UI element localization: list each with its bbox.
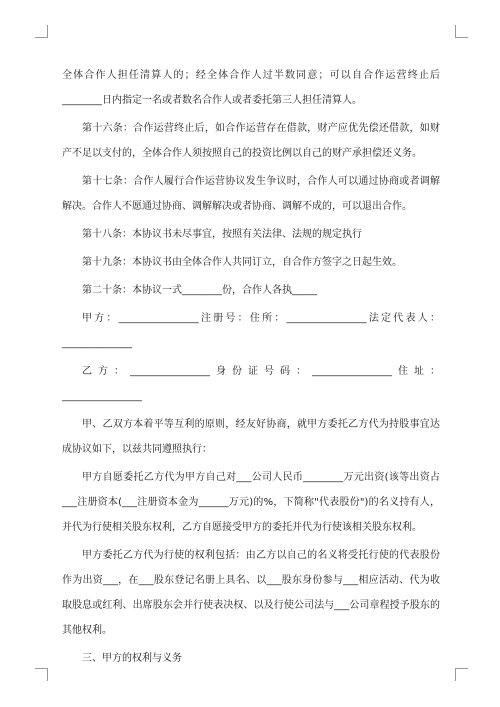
paragraph-clearance-continuation: 全体合作人担任清算人的；经全体合作人过半数同意；可以自合作运营终止后________日内指定一名或者数名合作人或者委托第三人担任清算人。 [62, 70, 440, 106]
paragraph-entrustment: 甲方自愿委托乙方代为甲方自己对___公司人民币________万元出资(该等出资占___注册资本(___注册资本金为______万元)的%，下简称"代表股份")的名义持有人，并代为行使相关股东权利，乙方自愿接受甲方的委托并代为行使该相关股东权利。 [62, 472, 440, 533]
party-b-line: 乙方：________________身份证号码：________________住址：________________ [62, 366, 440, 402]
party-a-line: 甲方：________________注册号：住所：________________法定代表人：______________ [62, 313, 440, 349]
paragraph-article-18: 第十八条：本协议书未尽事宜，按照有关法律、法规的规定执行 [82, 229, 362, 240]
crop-mark-bottom-right [455, 668, 468, 681]
paragraph-article-17: 第十七条：合作人履行合作运营协议发生争议时，合作人可以通过协商或者调解解决。合作人不愿通过协商、调解解决或者协商、调解不成的，可以退出合作。 [62, 176, 440, 212]
crop-mark-top-right [455, 25, 468, 38]
crop-mark-top-left [35, 25, 48, 38]
crop-mark-bottom-left [35, 668, 48, 681]
paragraph-agreement-intro: 甲、乙双方本着平等互利的原则，经友好协商，就甲方委托乙方代为持股事宜达成协议如下，以兹共同遵照执行： [62, 419, 440, 455]
paragraph-entrusted-rights: 甲方委托乙方代为行使的权利包括：由乙方以自己的名义将受托行使的代表股份作为出资___，在___股东登记名册上具名、以___股东身份参与___相应活动、代为收取股息或红利、出席股东会并行使表决权、以及行使公司法与___公司章程授予股东的其他权利。 [62, 550, 440, 636]
document-body [62, 63, 440, 671]
paragraph-article-20: 第二十条：本协议一式________份，合作人各执_____ [82, 285, 317, 296]
paragraph-article-16: 第十六条：合作运营终止后，如合作运营存在借款，财产应优先偿还借款，如财产不足以支付的，全体合作人须按照自己的投资比例以自己的财产承担偿还义务。 [62, 123, 440, 159]
paragraph-article-19: 第十九条：本协议书由全体合作人共同订立，自合作方签字之日起生效。 [82, 257, 402, 268]
section-heading-party-a-rights: 三、甲方的权利与义务 [82, 653, 182, 664]
